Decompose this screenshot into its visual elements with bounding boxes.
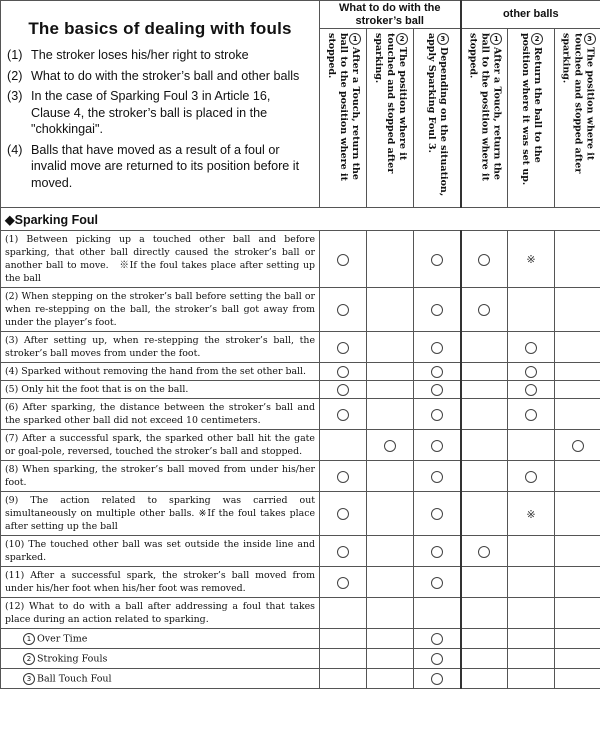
circle-mark-icon xyxy=(431,409,443,421)
mark-cell xyxy=(555,461,600,492)
mark-cell xyxy=(320,492,367,536)
mark-cell xyxy=(555,492,600,536)
mark-cell xyxy=(508,567,555,598)
column-header-text: After a Touch, return the ball to the position where it stopped. xyxy=(326,33,361,181)
sub-item-label: Over Time xyxy=(37,633,88,644)
mark-cell xyxy=(320,567,367,598)
intro-list xyxy=(7,47,313,191)
column-header-text-wrap xyxy=(519,33,543,201)
mark-cell xyxy=(367,430,414,461)
column-header xyxy=(414,29,461,208)
circle-mark-icon xyxy=(431,508,443,520)
circle-mark-icon xyxy=(431,546,443,558)
intro-item-number: (4) xyxy=(7,142,23,157)
mark-cell xyxy=(414,629,461,649)
mark-cell xyxy=(320,332,367,363)
column-number-badge: 1 xyxy=(490,33,502,45)
mark-cell xyxy=(367,332,414,363)
table-row xyxy=(1,363,600,381)
column-number-badge: 1 xyxy=(349,33,361,45)
foul-description: (8) When sparking, the stroker’s ball moved from under his/her foot. xyxy=(1,461,320,492)
mark-cell xyxy=(367,461,414,492)
mark-cell xyxy=(508,649,555,669)
mark-cell xyxy=(461,363,508,381)
circle-mark-icon xyxy=(337,409,349,421)
mark-cell xyxy=(414,231,461,288)
mark-cell xyxy=(555,363,600,381)
group-header-other-balls: other balls xyxy=(461,1,600,29)
intro-item xyxy=(7,88,313,138)
mark-cell xyxy=(461,669,508,689)
mark-cell xyxy=(508,598,555,629)
mark-cell xyxy=(555,669,600,689)
mark-cell xyxy=(508,536,555,567)
column-number-badge: 2 xyxy=(531,33,543,45)
mark-cell xyxy=(414,399,461,430)
mark-cell xyxy=(320,629,367,649)
mark-cell xyxy=(367,598,414,629)
circle-mark-icon xyxy=(478,304,490,316)
mark-cell xyxy=(414,381,461,399)
mark-cell xyxy=(508,288,555,332)
mark-cell xyxy=(461,598,508,629)
table-row xyxy=(1,536,600,567)
mark-cell xyxy=(508,492,555,536)
mark-cell xyxy=(367,669,414,689)
sub-item xyxy=(1,629,320,649)
mark-cell xyxy=(461,492,508,536)
mark-cell xyxy=(367,629,414,649)
circle-mark-icon xyxy=(525,409,537,421)
table-row xyxy=(1,399,600,430)
circle-mark-icon xyxy=(337,384,349,396)
circle-mark-icon xyxy=(337,577,349,589)
column-header-text-wrap xyxy=(466,33,502,201)
circle-mark-icon xyxy=(431,653,443,665)
sub-item-label: Ball Touch Foul xyxy=(37,673,112,684)
column-header-text: After a Touch, return the ball to the position where it stopped. xyxy=(467,33,503,181)
circle-mark-icon xyxy=(525,342,537,354)
foul-description: (3) After setting up, when re-stepping the stroker’s ball, the stroker’s ball moves from under the foot. xyxy=(1,332,320,363)
circle-mark-icon xyxy=(478,546,490,558)
foul-description: (10) The touched other ball was set outside the inside line and sparked. xyxy=(1,536,320,567)
circle-mark-icon xyxy=(431,304,443,316)
mark-cell xyxy=(320,363,367,381)
mark-cell xyxy=(414,430,461,461)
foul-description: (12) What to do with a ball after addressing a foul that takes place during an action related to sparking. xyxy=(1,598,320,629)
circle-mark-icon xyxy=(478,254,490,266)
foul-description: (6) After sparking, the distance between the stroker’s ball and the sparked other ball did not exceed 10 centimeters. xyxy=(1,399,320,430)
mark-cell xyxy=(320,381,367,399)
table-subrow xyxy=(1,629,600,649)
mark-cell xyxy=(320,461,367,492)
mark-cell xyxy=(508,461,555,492)
circle-mark-icon xyxy=(572,440,584,452)
sub-item-label: Stroking Fouls xyxy=(37,653,108,664)
mark-cell xyxy=(367,399,414,430)
foul-description: (1) Between picking up a touched other ball and before sparking, that other ball directly caused the stroker’s ball or another ball to move. ※If the foul takes place after setting up the ball xyxy=(1,231,320,288)
foul-description: (11) After a successful spark, the stroker’s ball moved from under his/her foot when his/her foot was removed. xyxy=(1,567,320,598)
table-row xyxy=(1,461,600,492)
mark-cell xyxy=(414,363,461,381)
column-number-badge: 3 xyxy=(437,33,449,45)
table-subrow xyxy=(1,649,600,669)
circle-mark-icon xyxy=(431,471,443,483)
mark-cell xyxy=(508,381,555,399)
column-header-text-wrap xyxy=(325,33,361,201)
mark-cell xyxy=(367,649,414,669)
intro-item-text: What to do with the stroker’s ball and other balls xyxy=(31,68,300,83)
circle-mark-icon xyxy=(431,342,443,354)
intro-item xyxy=(7,142,313,192)
mark-cell xyxy=(461,536,508,567)
table-row xyxy=(1,492,600,536)
mark-cell xyxy=(414,649,461,669)
table-subrow xyxy=(1,669,600,689)
mark-cell xyxy=(367,381,414,399)
mark-cell xyxy=(367,492,414,536)
table-row xyxy=(1,332,600,363)
circle-mark-icon xyxy=(431,577,443,589)
mark-cell xyxy=(320,649,367,669)
reference-mark: ※ xyxy=(526,507,536,521)
sub-item-number: 1 xyxy=(23,633,35,645)
mark-cell xyxy=(555,629,600,649)
table-row xyxy=(1,430,600,461)
mark-cell xyxy=(320,536,367,567)
table-row xyxy=(1,567,600,598)
mark-cell xyxy=(367,567,414,598)
column-header xyxy=(367,29,414,208)
sub-item xyxy=(1,649,320,669)
mark-cell xyxy=(414,536,461,567)
page-title: The basics of dealing with fouls xyxy=(28,19,292,38)
circle-mark-icon xyxy=(337,366,349,378)
mark-cell xyxy=(508,399,555,430)
foul-description: (5) Only hit the foot that is on the ball. xyxy=(1,381,320,399)
mark-cell xyxy=(555,399,600,430)
intro-item-number: (2) xyxy=(7,68,23,83)
column-header-text: Return the ball to the position where it was set up. xyxy=(520,33,543,186)
intro-item xyxy=(7,68,313,85)
mark-cell xyxy=(367,231,414,288)
circle-mark-icon xyxy=(384,440,396,452)
circle-mark-icon xyxy=(431,440,443,452)
sub-item-number: 3 xyxy=(23,673,35,685)
mark-cell xyxy=(555,649,600,669)
intro-item-text: The stroker loses his/her right to stroke xyxy=(31,48,249,62)
circle-mark-icon xyxy=(337,508,349,520)
sub-item-number: 2 xyxy=(23,653,35,665)
circle-mark-icon xyxy=(337,546,349,558)
circle-mark-icon xyxy=(431,673,443,685)
mark-cell xyxy=(555,430,600,461)
table-row xyxy=(1,231,600,288)
mark-cell xyxy=(555,598,600,629)
group-header-stroker-ball: What to do with the stroker’s ball xyxy=(320,1,461,29)
column-header-text: Depending on the situation, apply Sparking Foul 3. xyxy=(425,33,449,197)
circle-mark-icon xyxy=(431,633,443,645)
column-header-text: The position where it touched and stopped after sparking. xyxy=(560,33,596,174)
mark-cell xyxy=(320,288,367,332)
mark-cell xyxy=(320,598,367,629)
circle-mark-icon xyxy=(525,471,537,483)
mark-cell xyxy=(508,669,555,689)
mark-cell xyxy=(508,332,555,363)
mark-cell xyxy=(508,629,555,649)
foul-description: (4) Sparked without removing the hand from the set other ball. xyxy=(1,363,320,381)
circle-mark-icon xyxy=(337,254,349,266)
mark-cell xyxy=(508,231,555,288)
column-header xyxy=(320,29,367,208)
mark-cell xyxy=(414,567,461,598)
circle-mark-icon xyxy=(525,366,537,378)
mark-cell xyxy=(555,332,600,363)
intro-item xyxy=(7,47,313,64)
mark-cell xyxy=(367,536,414,567)
foul-description: (2) When stepping on the stroker’s ball before setting the ball or when re-stepping on the ball, the stroker’s ball got away from under the player’s foot. xyxy=(1,288,320,332)
mark-cell xyxy=(461,461,508,492)
mark-cell xyxy=(320,430,367,461)
sub-item xyxy=(1,669,320,689)
column-header-text-wrap xyxy=(425,33,449,201)
section-title-sparking-foul: ◆Sparking Foul xyxy=(1,208,600,231)
mark-cell xyxy=(555,381,600,399)
mark-cell xyxy=(461,430,508,461)
mark-cell xyxy=(367,363,414,381)
mark-cell xyxy=(320,231,367,288)
circle-mark-icon xyxy=(525,384,537,396)
circle-mark-icon xyxy=(431,366,443,378)
column-header-text: The position where it touched and stopped after sparking. xyxy=(373,33,408,174)
intro-item-text: In the case of Sparking Foul 3 in Article 16, Clause 4, the stroker’s ball is placed in the "chokkingai". xyxy=(31,89,271,136)
mark-cell xyxy=(461,567,508,598)
mark-cell xyxy=(414,461,461,492)
column-header xyxy=(555,29,600,208)
mark-cell xyxy=(508,363,555,381)
circle-mark-icon xyxy=(337,342,349,354)
mark-cell xyxy=(461,381,508,399)
table-row xyxy=(1,381,600,399)
column-header-text-wrap xyxy=(372,33,408,201)
table-row xyxy=(1,598,600,629)
mark-cell xyxy=(461,231,508,288)
mark-cell xyxy=(461,288,508,332)
column-header xyxy=(461,29,508,208)
column-number-badge: 2 xyxy=(396,33,408,45)
circle-mark-icon xyxy=(431,254,443,266)
mark-cell xyxy=(555,288,600,332)
mark-cell xyxy=(320,399,367,430)
mark-cell xyxy=(555,567,600,598)
mark-cell xyxy=(461,649,508,669)
mark-cell xyxy=(367,288,414,332)
column-header xyxy=(508,29,555,208)
circle-mark-icon xyxy=(431,384,443,396)
foul-description: (9) The action related to sparking was carried out simultaneously on multiple other balls. ※If the foul takes place after setting up the ball xyxy=(1,492,320,536)
intro-item-number: (1) xyxy=(7,48,23,62)
intro-item-text: Balls that have moved as a result of a foul or invalid move are returned to its position before it moved. xyxy=(31,142,300,190)
mark-cell xyxy=(414,288,461,332)
mark-cell xyxy=(508,430,555,461)
reference-mark: ※ xyxy=(526,253,536,266)
mark-cell xyxy=(555,536,600,567)
mark-cell xyxy=(461,399,508,430)
intro-item-number: (3) xyxy=(7,89,23,103)
circle-mark-icon xyxy=(337,304,349,316)
circle-mark-icon xyxy=(337,471,349,483)
foul-description: (7) After a successful spark, the sparked other ball hit the gate or goal-pole, reversed, touched the stroker’s ball and stopped. xyxy=(1,430,320,461)
mark-cell xyxy=(461,629,508,649)
intro-panel xyxy=(1,1,320,208)
column-number-badge: 3 xyxy=(584,33,596,45)
mark-cell xyxy=(555,231,600,288)
mark-cell xyxy=(414,492,461,536)
mark-cell xyxy=(461,332,508,363)
table-row xyxy=(1,288,600,332)
mark-cell xyxy=(414,332,461,363)
column-header-text-wrap xyxy=(560,33,596,201)
mark-cell xyxy=(414,669,461,689)
mark-cell xyxy=(414,598,461,629)
mark-cell xyxy=(320,669,367,689)
